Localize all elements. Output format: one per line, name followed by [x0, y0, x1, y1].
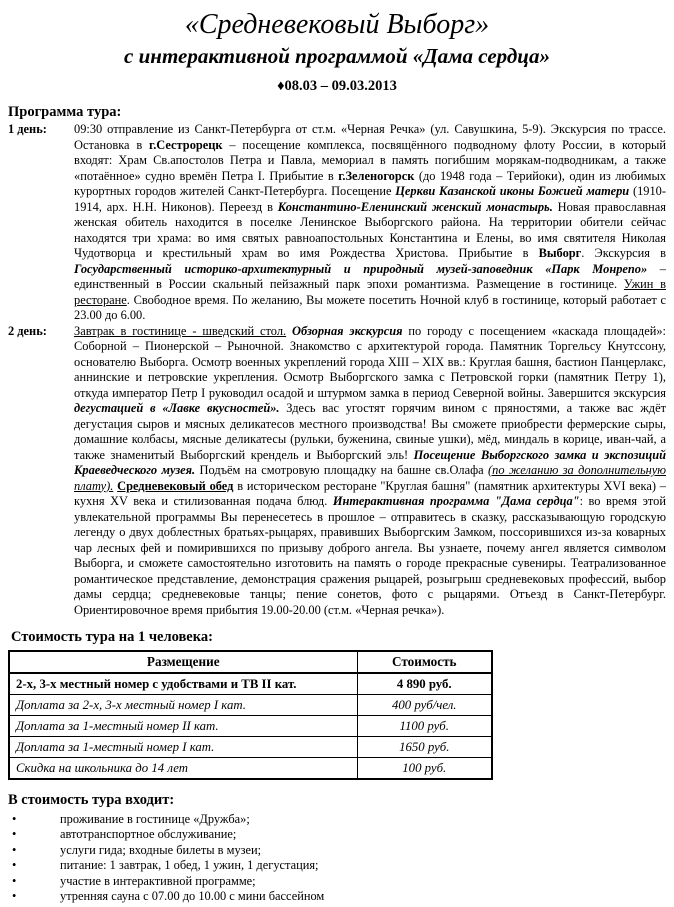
table-row — [9, 695, 492, 716]
accommodation-cell: Доплата за 2-х, 3-х местный номер I кат. — [9, 695, 357, 716]
program-heading: Программа тура: — [8, 104, 122, 120]
table-row — [9, 673, 492, 695]
price-table-header-accommodation: Размещение — [9, 651, 357, 673]
bullet-icon: • — [12, 842, 17, 857]
price-cell: 1100 руб. — [357, 716, 492, 737]
list-item — [8, 874, 666, 889]
accommodation-cell: 2-х, 3-х местный номер с удобствами и ТВ II кат. — [9, 673, 357, 695]
list-item — [8, 812, 666, 827]
list-item-text: утренняя сауна с 07.00 до 10.00 с мини бассейном — [60, 889, 325, 904]
day-1-description: 09:30 отправление из Санкт-Петербурга от ст.м. «Черная Речка» (ул. Савушкина, 5-9). Экскурсия по трассе. Остановка в г.Сестрорецк – посещение комплекса, посвящённого подводному флоту России, в который входят: Храм Св.апостолов Петра и Павла, мемориал в память погибшим морякам-подводникам, а также «потаённое» судно времён Петра I. Прибытие в г.Зеленогорск (до 1948 года – Терийоки), один из любимых курортных городов жителей Санкт-Петербурга. Посещение Церкви Казанской иконы Божией матери (1910-1914, арх. Н.Н. Никонов). Переезд в Константино-Еленинский женский монастырь. Новая православная женская обитель находится в поселке Ленинское Выборгского района. На территории обители сейчас находятся три храма: во имя святых равноапостольных Константина и Елены, во имя святителя Николая Чудотворца и крестильный храм во имя Рождества Христова. Прибытие в Выборг. Экскурсия в Государственный историко-архитектурный и природный музей-заповедник «Парк Монрепо» – единственный в России скальный пейзажный парк эпохи романтизма. Размещение в гостинице. Ужин в ресторане. Свободное время. По желанию, Вы можете посетить Ночной клуб в гостинице, который работает с 23.00 до 6.00. — [74, 122, 666, 322]
table-row — [9, 737, 492, 758]
bullet-icon: • — [12, 812, 17, 826]
price-table-header-row — [9, 651, 492, 673]
table-row — [9, 716, 492, 737]
list-item-text: участие в интерактивной программе; — [60, 873, 256, 888]
day-1-row — [8, 122, 666, 324]
price-cell: 1650 руб. — [357, 737, 492, 758]
price-cell: 400 руб/чел. — [357, 695, 492, 716]
list-item — [8, 889, 666, 904]
day-1-label: 1 день: — [8, 122, 47, 136]
list-item-text: услуги гида; входные билеты в музеи; — [60, 842, 262, 857]
price-cell: 100 руб. — [357, 758, 492, 780]
list-item — [8, 843, 666, 858]
list-item — [8, 827, 666, 842]
list-item-text: питание: 1 завтрак, 1 обед, 1 ужин, 1 дегустация; — [60, 858, 319, 873]
table-row — [9, 758, 492, 780]
bullet-icon: • — [12, 889, 17, 904]
document-title: «Средневековый Выборг» — [184, 9, 490, 40]
bullet-icon: • — [12, 827, 17, 842]
accommodation-cell: Доплата за 1-местный номер II кат. — [9, 716, 357, 737]
bullet-icon: • — [12, 858, 17, 873]
accommodation-cell: Доплата за 1-местный номер I кат. — [9, 737, 357, 758]
day-2-description: Завтрак в гостинице - шведский стол. Обзорная экскурсия по городу с посещением «каскада площадей»: Соборной – Пионерской – Рыночной. Знакомство с архитектурой города. Памятник Торгельсу Кнутссону, основателю Выборга. Осмотр военных укреплений города XIII – XIX вв.: Круглая башня, бастион Панцерлакс, аннинские и петровские укрепления. Осмотр Выборгского замка с Петровской горки (памятник Петру 1), откуда император Петр I руководил осадой и штурмом замка в период Северной войны. Завершится экскурсия дегустацией в «Лавке вкусностей». Здесь вас угостят горячим вином с пряностями, а также вас ждёт дегустация сыров и мясных деликатесов местного производства! Вы сможете приобрести фермерские сыры, домашние колбасы, мясные деликатесы (рульки, буженина, свиные ушки), мёд, миндаль в корице, иван-чай, а также знаменитый Выборгский крендель и Выборгский эль! Посещение Выборгского замка и экспозиций Краеведческого музея. Подъём на смотровую площадку на башне св.Олафа (по желанию за дополнительную плату). Средневековый обед в историческом ресторане "Круглая башня" (памятник архитектуры XVI века) – кухня XV века и стилизованная подача блюд. Интерактивная программа "Дама сердца": во время этой увлекательной программы Вы перенесетесь в прошлое – отправитесь в сказку, рассказывающую городскую легенду о двух доблестных братьях-рыцарях, правивших Выборгским Замком, поссорившихся из-за коварных чар лесных фей и помирившихся по призыву доброго ангела. Вы узнаете, почему ангел является символом Выборга, и сможете самостоятельно изготовить на память о городе прекрасные сувениры. Театрализованное романтическое представление, демонстрация сражения рыцарей, розыгрыш средневековых профессий, выбор дамы сердца; средневековые танцы; пение сонетов, фото с рыцарями. Отъезд в Санкт-Петербург. Ориентировочное время прибытия 19.00-20.00 (ст.м. «Черная речка»). — [74, 323, 667, 617]
bullet-icon: • — [12, 873, 17, 888]
price-table-header-cost: Стоимость — [357, 651, 492, 673]
includes-heading: В стоимость тура входит: — [8, 792, 175, 808]
price-table — [8, 650, 493, 780]
list-item-text: автотранспортное обслуживание; — [60, 827, 237, 842]
list-item — [8, 858, 666, 873]
includes-list — [8, 812, 666, 904]
document-subtitle: с интерактивной программой «Дама сердца» — [124, 44, 550, 68]
tour-dates: ♦08.03 – 09.03.2013 — [277, 78, 397, 94]
price-heading: Стоимость тура на 1 человека: — [11, 629, 213, 645]
day-2-row — [8, 324, 666, 619]
price-cell: 4 890 руб. — [357, 673, 492, 695]
day-2-label: 2 день: — [8, 323, 47, 338]
list-item-text: проживание в гостинице «Дружба»; — [60, 812, 250, 826]
accommodation-cell: Скидка на школьника до 14 лет — [9, 758, 357, 780]
